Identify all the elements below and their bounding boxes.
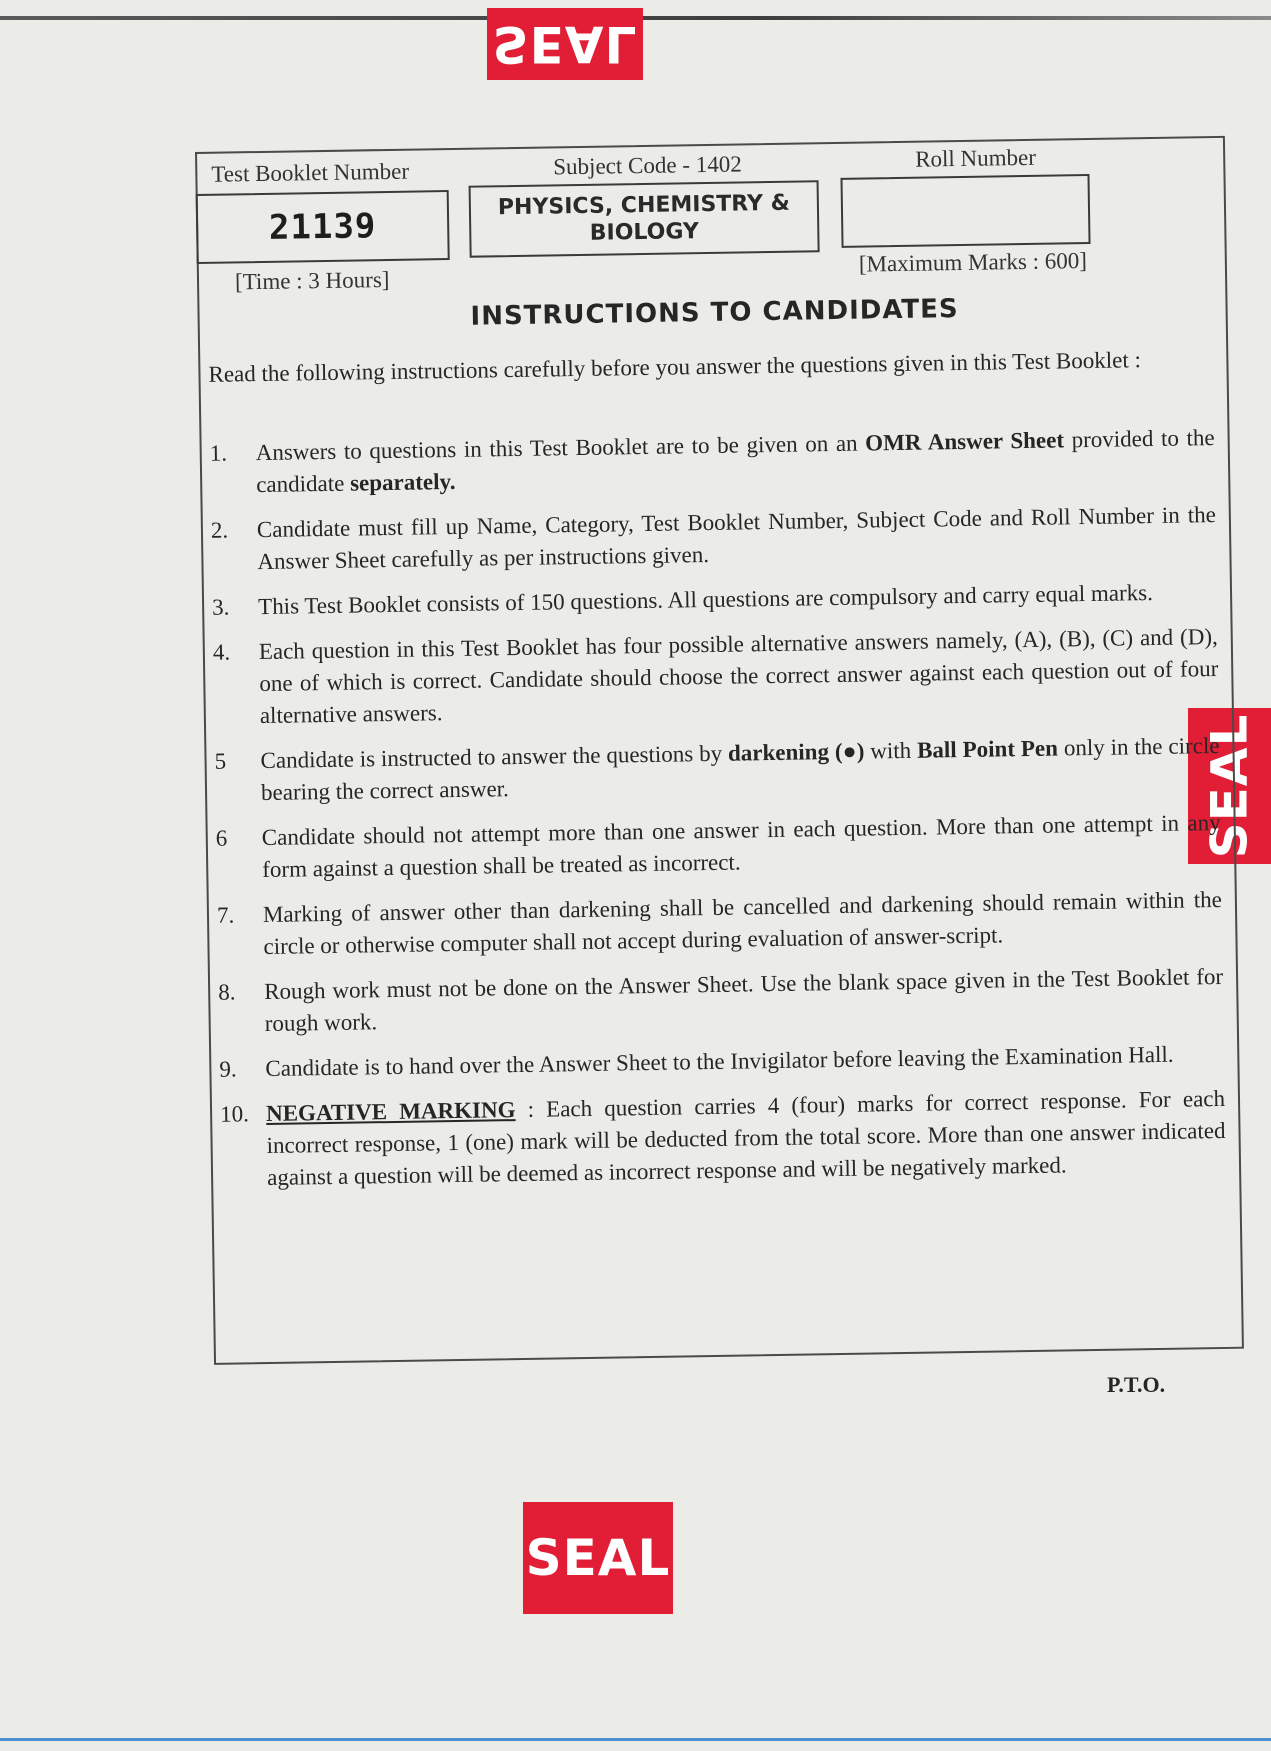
- subject-code: Subject Code - 1402: [553, 151, 742, 180]
- seal-sticker-top: [487, 8, 643, 80]
- instruction-number: 6: [215, 825, 228, 851]
- instruction-text: Candidate must fill up Name, Category, Test Booklet Number, Subject Code and Roll Number in the Answer Sheet carefully as per instructions given.: [256, 502, 1217, 575]
- instruction-text: Each question in this Test Booklet has four possible alternative answers namely, (A), (B), (C) and (D), one of which is correct. Candidate should choose the correct answer against each question out of four alternative answers.: [258, 623, 1219, 729]
- instruction-item: [212, 576, 1217, 624]
- instruction-item: [216, 807, 1222, 887]
- roll-number-box: [840, 174, 1090, 248]
- instruction-text: Answers to questions in this Test Booklet are to be given on an OMR Answer Sheet provided to the candidate separately.: [255, 425, 1215, 498]
- instruction-list: [209, 422, 1226, 1208]
- instruction-item: [209, 422, 1215, 502]
- instruction-number: 8.: [218, 979, 236, 1005]
- instruction-number: 5: [214, 748, 227, 774]
- instruction-item: [213, 621, 1219, 733]
- instruction-text: This Test Booklet consists of 150 questions. All questions are compulsory and carry equal marks.: [257, 580, 1154, 620]
- seal-text-top: SEAL: [492, 15, 638, 73]
- booklet-number: 21139: [268, 206, 377, 248]
- subject-box: [469, 180, 820, 257]
- instruction-number: 4.: [212, 639, 231, 665]
- instruction-item: [219, 1038, 1224, 1086]
- subject-name: PHYSICS, CHEMISTRY & BIOLOGY: [497, 190, 791, 246]
- max-marks-info: [Maximum Marks : 600]: [858, 248, 1088, 277]
- instruction-number: 10.: [219, 1101, 250, 1127]
- intro-text: Read the following instructions carefully before you answer the questions given in this Test Booklet :: [208, 347, 1142, 387]
- instruction-number: 2.: [210, 517, 229, 543]
- instruction-text: Candidate should not attempt more than one answer in each question. More than one attempt in any form against a question shall be treated as incorrect.: [261, 809, 1221, 883]
- instruction-text: Marking of answer other than darkening shall be cancelled and darkening should remain within the circle or otherwise computer shall not accept during evaluation of answer-script.: [262, 886, 1223, 960]
- instruction-item: [218, 961, 1224, 1041]
- bottom-rule: [0, 1738, 1271, 1741]
- instruction-number: 3.: [211, 594, 230, 620]
- roll-number-label: Roll Number: [915, 144, 1037, 172]
- seal-text-right: SEAL: [1200, 713, 1259, 859]
- instruction-item: [220, 1083, 1226, 1195]
- instruction-item: [211, 499, 1217, 579]
- instruction-item: [214, 730, 1220, 810]
- booklet-number-label: Test Booklet Number: [211, 158, 410, 187]
- booklet-number-box: [196, 190, 450, 264]
- instruction-text: Rough work must not be done on the Answer Sheet. Use the blank space given in the Test Booklet for rough work.: [263, 963, 1224, 1037]
- instruction-text: Candidate is to hand over the Answer Sheet to the Invigilator before leaving the Examination Hall.: [265, 1041, 1174, 1082]
- instruction-number: 9.: [219, 1056, 237, 1082]
- pto-footer: P.T.O.: [1107, 1372, 1166, 1397]
- instruction-number: 7.: [216, 902, 235, 928]
- seal-text-bottom: SEAL: [525, 1529, 671, 1587]
- instruction-text: Candidate is instructed to answer the questions by darkening (●) with Ball Point Pen only in the circle bearing the correct answer.: [260, 732, 1220, 806]
- instructions-heading: INSTRUCTIONS TO CANDIDATES: [470, 294, 959, 332]
- instruction-frame: [195, 136, 1244, 1365]
- seal-sticker-bottom: [523, 1502, 673, 1614]
- instruction-item: [217, 884, 1223, 964]
- instruction-number: 1.: [209, 440, 228, 466]
- instruction-text: NEGATIVE MARKING : Each question carries 4 (four) marks for correct response. For each incorrect response, 1 (one) mark will be deducted from the total score. More than one answer indicated against a question will be deemed as incorrect response and will be negatively marked.: [265, 1085, 1226, 1190]
- time-info: [Time : 3 Hours]: [234, 266, 390, 295]
